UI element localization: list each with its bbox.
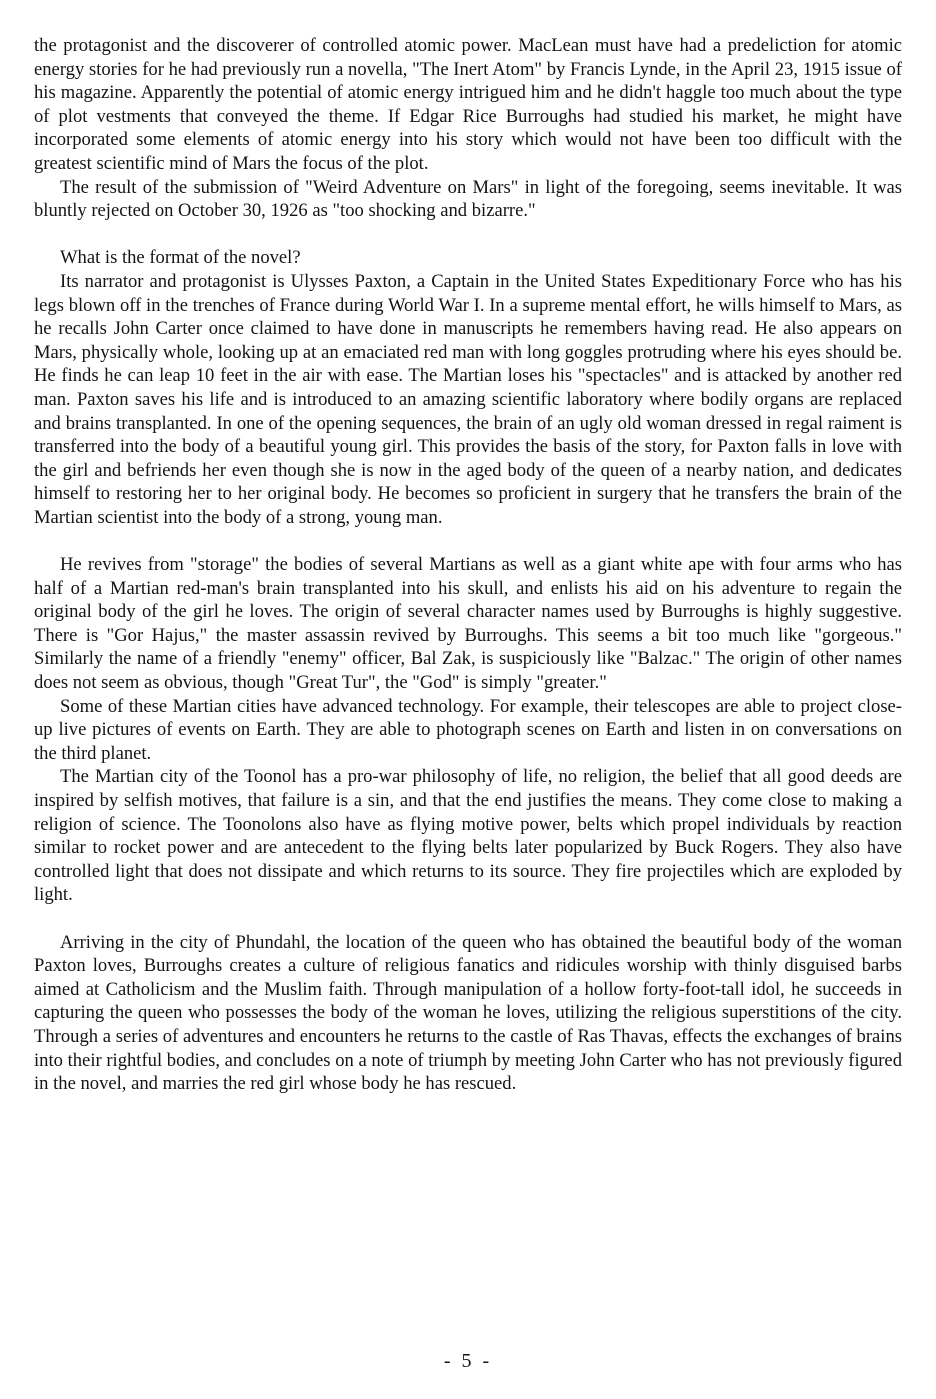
page-number: - 5 -: [443, 1350, 493, 1372]
paragraph-rejection: The result of the submission of "Weird Adventure on Mars" in light of the foregoing, seems inevitable. It was bluntly rejected on October 30, 1926 as "too shocking and bizarre.": [34, 176, 902, 222]
paragraph-phundahl: Arriving in the city of Phundahl, the location of the queen who has obtained the beautiful body of the woman Paxton loves, Burroughs creates a culture of religious fanatics and ridicules worship with thinly disguised barbs aimed at Catholicism and the Muslim faith. Through manipulation of a hollow forty-foot-tall idol, he succeeds in capturing the queen who possesses the body of the woman he loves, utilizing the religious superstitions of the city. Through a series of adventures and encounters he returns to the castle of Ras Thavas, effects the exchanges of brains into their rightful bodies, and concludes on a note of triumph by meeting John Carter who has not previously figured in the novel, and marries the red girl whose body he has rescued.: [34, 931, 902, 1095]
paragraph-narrator: Its narrator and protagonist is Ulysses Paxton, a Captain in the United States Expeditionary Force who has his legs blown off in the trenches of France during World War I. In a supreme mental effort, he wills himself to Mars, as he recalls John Carter once claimed to have done in manuscripts he remembers having read. He also appears on Mars, physically whole, looking up at an emaciated red man with long goggles protruding where his eyes should be. He finds he can leap 10 feet in the air with ease. The Martian loses his "spectacles" and is attacked by another red man. Paxton saves his life and is introduced to an amazing scientific laboratory where bodily organs are replaced and brains transplanted. In one of the opening sequences, the brain of an ugly old woman dressed in regal raiment is transferred into the body of a beautiful young girl. This provides the basis of the story, for Paxton falls in love with the girl and befriends her even though she is now in the aged body of the queen of a nearby nation, and dedicates himself to restoring her to her original body. He becomes so proficient in surgery that he transfers the brain of the Martian scientist into the body of a strong, young man.: [34, 270, 902, 528]
paragraph-gap: [34, 907, 902, 931]
paragraph-revives: He revives from "storage" the bodies of several Martians as well as a giant white ape with four arms who has half of a Martian red-man's brain transplanted into his skull, and enlists his aid on his adventure to regain the original body of the girl he loves. The origin of several character names used by Burroughs is highly suggestive. There is "Gor Hajus," the master assassin revived by Burroughs. This seems a bit too much like "gorgeous." Similarly the name of a friendly "enemy" officer, Bal Zak, is suspiciously like "Balzac." The origin of other names does not seem as obvious, though "Great Tur", the "God" is simply "greater.": [34, 554, 902, 694]
paragraph-toonol: The Martian city of the Toonol has a pro-war philosophy of life, no religion, the belief that all good deeds are inspired by selfish motives, that failure is a sin, and that the end justifies the means. They come close to making a religion of science. The Toonolons also have as flying motive power, belts which propel individuals by reaction similar to rocket power and are antecedent to the flying belts later popularized by Buck Rogers. They also have controlled light that does not dissipate and which returns to its source. They fire projectiles which are exploded by light.: [34, 766, 902, 906]
paragraph-gap: [34, 529, 902, 553]
paragraph-question: What is the format of the novel?: [60, 247, 301, 269]
document-body: [34, 34, 902, 1096]
paragraph-gap: [34, 223, 902, 247]
paragraph-continuation: the protagonist and the discoverer of controlled atomic power. MacLean must have had a predeliction for atomic energy stories for he had previously run a novella, "The Inert Atom" by Francis Lynde, in the April 23, 1915 issue of his magazine. Apparently the potential of atomic energy intrigued him and he didn't haggle too much about the type of plot vestments that conveyed the theme. If Edgar Rice Burroughs had studied his market, he might have incorporated some elements of atomic energy into his story which would not have been too difficult with the greatest scientific mind of Mars the focus of the plot.: [34, 35, 902, 174]
paragraph-technology: Some of these Martian cities have advanced technology. For example, their telescopes are able to project close-up live pictures of events on Earth. They are able to photograph scenes on Earth and listen in on conversations on the third planet.: [34, 695, 902, 764]
